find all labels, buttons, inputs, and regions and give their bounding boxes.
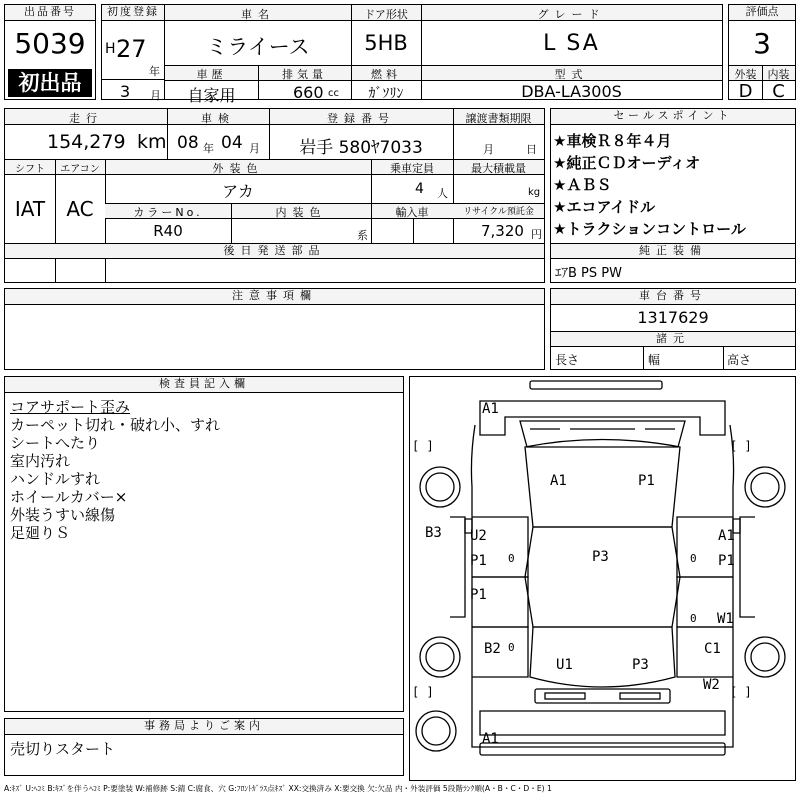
zero-left-quarter: 0 xyxy=(508,641,515,654)
mark-right-front-door-1: A1 xyxy=(718,528,735,544)
mark-right-quarter-2: W2 xyxy=(703,677,720,693)
score-box xyxy=(728,4,796,100)
zero-right-rear: 0 xyxy=(690,612,697,625)
int-color-label: 内装色 xyxy=(275,206,327,219)
displacement-label: 排気量 xyxy=(282,68,327,81)
sales-points-box xyxy=(550,108,796,283)
import-label: 輸入車 xyxy=(395,206,429,219)
length-label: 長さ xyxy=(555,353,580,367)
interior-label: 内装 xyxy=(767,68,790,81)
door-type: 5HB xyxy=(364,31,408,55)
inspector-notes-box xyxy=(4,376,404,712)
mark-rear-left: U1 xyxy=(556,657,573,673)
transfer-month: 月 xyxy=(483,143,494,156)
sales-point-2: ★純正ＣＤオーディオ xyxy=(553,154,701,172)
car-name-label: 車名 xyxy=(241,8,275,21)
mark-left-rear-door: P1 xyxy=(470,587,487,603)
equipment-value: ｴｱB PS PW xyxy=(555,266,622,281)
bracket-left-top: [ ] xyxy=(412,439,434,453)
chassis-number: 1317629 xyxy=(637,308,709,327)
grade: L SA xyxy=(543,31,600,56)
inspection-label: 車検 xyxy=(201,112,235,125)
history: 自家用 xyxy=(187,86,236,105)
exterior-score: D xyxy=(738,81,753,102)
color-number: R40 xyxy=(153,222,183,240)
mark-hood-right: P1 xyxy=(638,473,655,489)
lot-number-box xyxy=(4,4,96,100)
recycle-label: リサイクル預託金 xyxy=(463,207,534,217)
legend: A:ｷｽﾞ U:ﾍｺﾐ B:ｷｽﾞを伴うﾍｺﾐ P:要塗装 W:補修跡 S:錆 C:腐食、穴 G:ﾌﾛﾝﾄｶﾞﾗｽ点ｷｽﾞ XX:交換済み X:要交換 欠:欠品 内・外装評価 5段階ﾗﾝｸ順(A・B・C・D・E) 1 xyxy=(4,784,552,793)
mark-roof: P3 xyxy=(592,549,609,565)
inspector-label: 検査員記入欄 xyxy=(5,377,403,393)
mark-rear-right: P3 xyxy=(632,657,649,673)
sales-points-label: セールスポイント xyxy=(551,109,795,125)
registration-number: 岩手 580ﾔ7033 xyxy=(299,138,423,158)
bracket-left-bottom: [ ] xyxy=(412,685,434,699)
inspection-month-suffix: 月 xyxy=(249,142,260,155)
month-suffix: 月 xyxy=(150,89,161,102)
details-grid xyxy=(4,108,545,283)
first-registration-box xyxy=(101,4,165,100)
mark-front-bumper: A1 xyxy=(482,401,499,417)
ac-label: エアコン xyxy=(60,164,100,175)
max-load-label: 最大積載量 xyxy=(471,162,526,175)
lot-number: 5039 xyxy=(14,27,86,60)
recycle-deposit: 7,320 xyxy=(481,222,524,240)
vehicle-header-grid xyxy=(165,4,723,105)
height-label: 高さ xyxy=(727,353,752,367)
mark-rear-bumper: A1 xyxy=(482,731,499,747)
width-label: 幅 xyxy=(648,353,661,367)
first-reg-month: 3 xyxy=(120,82,131,101)
mileage: 154,279 xyxy=(47,131,126,153)
shift: IAT xyxy=(14,197,46,221)
grade-label: グレード xyxy=(537,8,606,21)
chassis-label: 車台番号 xyxy=(551,289,795,305)
inspector-line-3: シートへたり xyxy=(10,434,101,452)
inspector-line-1: コアサポート歪み xyxy=(10,398,131,416)
notes-label: 注意事項欄 xyxy=(5,289,544,305)
ext-color-label: 外装色 xyxy=(212,162,264,175)
mark-hood-left: A1 xyxy=(550,473,567,489)
first-registration-label: 初度登録 xyxy=(102,5,164,21)
first-reg-year: 27 xyxy=(116,35,147,63)
inspector-line-2: カーペット切れ・破れ小、すれ xyxy=(10,416,221,434)
car-name: ミライース xyxy=(206,35,310,59)
bracket-right-bottom: [ ] xyxy=(730,685,752,699)
fuel-label: 燃料 xyxy=(371,68,401,81)
door-label: ドア形状 xyxy=(364,8,408,21)
mark-right-front-door-2: P1 xyxy=(718,553,735,569)
office-box xyxy=(4,718,404,776)
mileage-unit: km xyxy=(137,131,167,153)
notes-box xyxy=(4,288,545,370)
air-conditioner: AC xyxy=(66,197,94,221)
mark-right-rear-door: W1 xyxy=(717,611,734,627)
color-no-label: カラーNo. xyxy=(133,206,203,219)
first-listing-badge: 初出品 xyxy=(8,69,92,97)
inspector-line-7: 外装うすい線傷 xyxy=(10,506,116,524)
office-message: 売切りスタート xyxy=(10,740,116,758)
mark-left-front-door-2: P1 xyxy=(470,553,487,569)
damage-diagram xyxy=(409,376,796,781)
year-suffix: 年 xyxy=(149,65,160,78)
sales-point-4: ★エコアイドル xyxy=(553,198,656,216)
score-label: 評価点 xyxy=(729,5,795,21)
inspection-year-suffix: 年 xyxy=(203,142,214,155)
equipment-label: 純正装備 xyxy=(551,243,795,259)
mark-left-front-door-1: U2 xyxy=(470,528,487,544)
transfer-day: 日 xyxy=(526,143,537,156)
max-load-unit: kg xyxy=(528,187,541,198)
exterior-color: アカ xyxy=(222,182,254,201)
inspection-year: 08 xyxy=(177,133,199,153)
model-label: 型式 xyxy=(554,68,589,81)
overall-score: 3 xyxy=(753,27,771,60)
mark-right-quarter-1: C1 xyxy=(704,641,721,657)
shift-label: シフト xyxy=(15,164,45,175)
recycle-unit: 円 xyxy=(531,228,542,241)
fuel: ｶﾞｿﾘﾝ xyxy=(368,86,404,102)
inspection-month: 04 xyxy=(221,133,243,153)
inspector-line-6: ホイールカバー× xyxy=(10,488,128,506)
zero-right: 0 xyxy=(690,552,697,565)
reg-no-label: 登録番号 xyxy=(327,112,395,125)
later-parts-label: 後日発送部品 xyxy=(5,243,544,259)
inspector-line-4: 室内汚れ xyxy=(10,452,71,470)
sales-point-1: ★車検Ｒ８年４月 xyxy=(553,132,672,150)
model-code: DBA-LA300S xyxy=(521,82,622,101)
car-outline xyxy=(410,377,795,780)
chassis-box xyxy=(550,288,796,370)
inspector-line-5: ハンドルすれ xyxy=(10,470,101,488)
mileage-label: 走行 xyxy=(69,112,103,125)
mark-left-quarter: B2 xyxy=(484,641,501,657)
capacity-label: 乗車定員 xyxy=(390,162,434,175)
int-color-suffix: 系 xyxy=(357,229,368,242)
displacement-unit: cc xyxy=(328,88,339,99)
transfer-label: 譲渡書類期限 xyxy=(465,112,532,125)
era: H xyxy=(105,41,116,57)
interior-score: C xyxy=(772,81,785,102)
mark-left-fender: B3 xyxy=(425,525,442,541)
lot-number-label: 出品番号 xyxy=(5,5,95,21)
capacity-unit: 人 xyxy=(437,187,448,200)
office-label: 事務局よりご案内 xyxy=(5,719,403,735)
displacement: 660 xyxy=(293,83,324,102)
history-label: 車歴 xyxy=(196,68,227,81)
capacity: 4 xyxy=(415,181,424,197)
sales-point-5: ★トラクションコントロール xyxy=(553,220,746,238)
zero-left: 0 xyxy=(508,552,515,565)
exterior-label: 外装 xyxy=(734,68,757,81)
inspector-line-8: 足廻りＳ xyxy=(10,524,71,542)
sales-point-3: ★ＡＢＳ xyxy=(553,176,612,194)
bracket-right-top: [ ] xyxy=(730,439,752,453)
dims-label: 諸元 xyxy=(551,331,795,347)
